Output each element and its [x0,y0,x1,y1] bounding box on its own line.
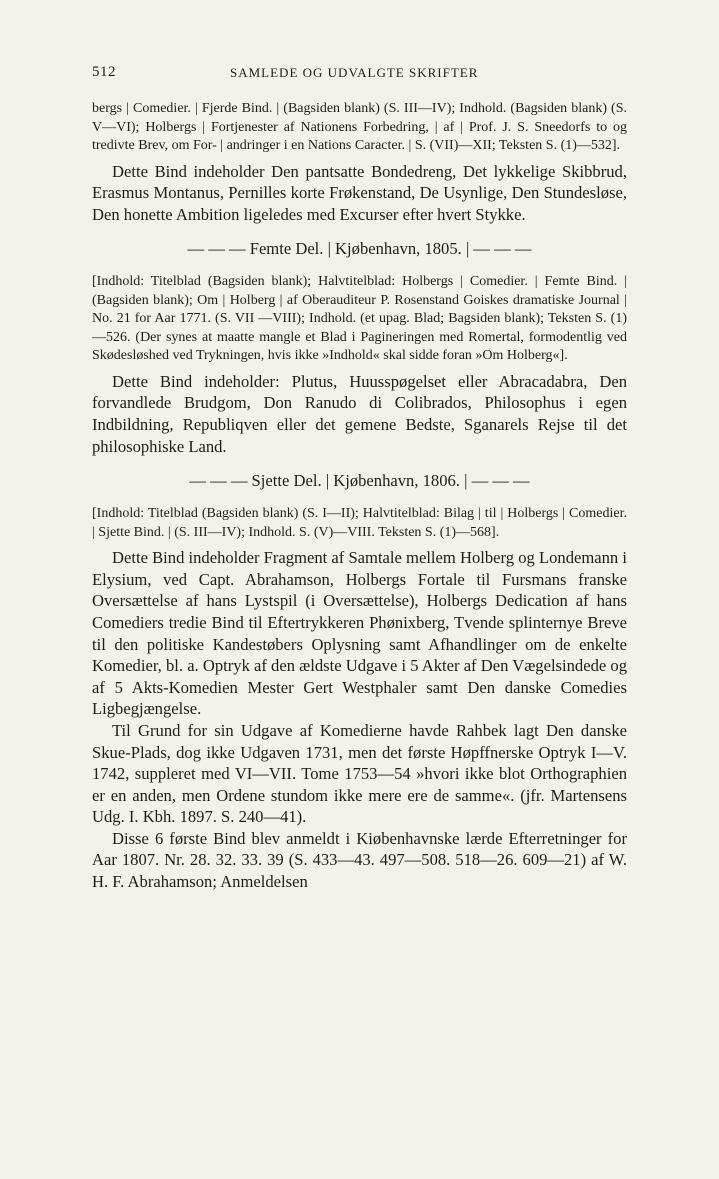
volume6-contents-paragraph: Dette Bind indeholder Fragment af Samtale mellem Holberg og Londemann i Elysium, ved Capt. Abrahamson, Holbergs Fortale til Fursmans franske Oversættelse af hans Lystspil (i Oversættelse), Holbergs Dedication af hans Comediers tredie Bind til Eftertrykkeren Phønixberg, Tvende splinternye Breve til den politiske Kandestøbers Oplysning samt Afhandlinger om de enkelte Komedier, bl. a. Optryk af den ældste Udgave i 5 Akter af Den Vægelsindede og af 5 Akts-Komedien Mester Gert Westphaler samt Den danske Comedies Ligbegjængelse. [92,548,627,719]
contents-note-part6: [Indhold: Titelblad (Bagsiden blank) (S. I—II); Halvtitelblad: Bilag | til | Holbergs | Comedier. | Sjette Bind. | (S. III—IV); Indhold. S. (V)—VIII. Teksten S. (1)—568]. [92,506,627,540]
contents-note-part4: bergs | Comedier. | Fjerde Bind. | (Bagsiden blank) (S. III—IV); Indhold. (Bagsiden blank) (S. V—VI); Holbergs | Fortjenester af Nationens Forbedring, | af | Prof. J. S. Sneedorfs to og tredivte Brev, om For- | andringer i en Nations Caracter. | S. (VII)—XII; Teksten S. (1)—532]. [92,101,627,153]
running-title: SAMLEDE OG UDVALGTE SKRIFTER [230,65,479,80]
division-heading-part5: — — — Femte Del. | Kjøbenhavn, 1805. | — — — [187,239,532,259]
volume5-contents-paragraph: Dette Bind indeholder: Plutus, Huusspøgelset eller Abracadabra, Den forvandlede Brudgom, Don Ranudo di Colibrados, Philosophus i egen Indbildning, Republiqven eller det gemene Bedste, Sganarels Rejse til det philosophiske Land. [92,371,627,456]
edition-basis-paragraph: Til Grund for sin Udgave af Komedierne havde Rahbek lagt Den danske Skue-Plads, dog ikke Udgaven 1731, men det første Høpffnerske Optryk I—V. 1742, suppleret med VI—VII. Tome 1753—54 »hvori ikke blot Orthographien er en anden, men Ordene stundom ikke mere ere de samme«. (jfr. Martensens Udg. I. Kbh. 1897. S. 240—41). [92,720,627,827]
volume4-contents-paragraph: Dette Bind indeholder Den pantsatte Bondedreng, Det lykkelige Skibbrud, Erasmus Montanus, Pernilles korte Frøkenstand, De Usynlige, Den Stundesløse, Den honette Ambition ligeledes med Excurser efter hvert Stykke. [92,161,627,224]
contents-note-part5: [Indhold: Titelblad (Bagsiden blank); Halvtitelblad: Holbergs | Comedier. | Femte Bind. | (Bagsiden blank); Om | Holberg | af Oberauditeur P. Rosenstand Goiskes dramatiske Journal | No. 21 for Aar 1771. (S. VII —VIII); Indhold. (et upag. Blad; Bagsiden blank); Teksten S. (1)—526. (Der synes at maatte mangle et Blad i Pagineringen med Romertal, formodentlig ved Skødesløshed ved Trykningen, hvis ikke »Indhold« skal sidde foran »Om Holberg«]. [92,274,627,364]
page-body [92,100,627,893]
review-paragraph: Disse 6 første Bind blev anmeldt i Kiøbenhavnske lærde Efterretninger for Aar 1807. Nr. 28. 32. 33. 39 (S. 433—43. 497—508. 518—26. 609—21) af W. H. F. Abrahamson; Anmeldelsen [92,828,627,892]
page-number: 512 [92,64,116,80]
division-heading-part6: — — — Sjette Del. | Kjøbenhavn, 1806. | — — — [189,471,530,491]
